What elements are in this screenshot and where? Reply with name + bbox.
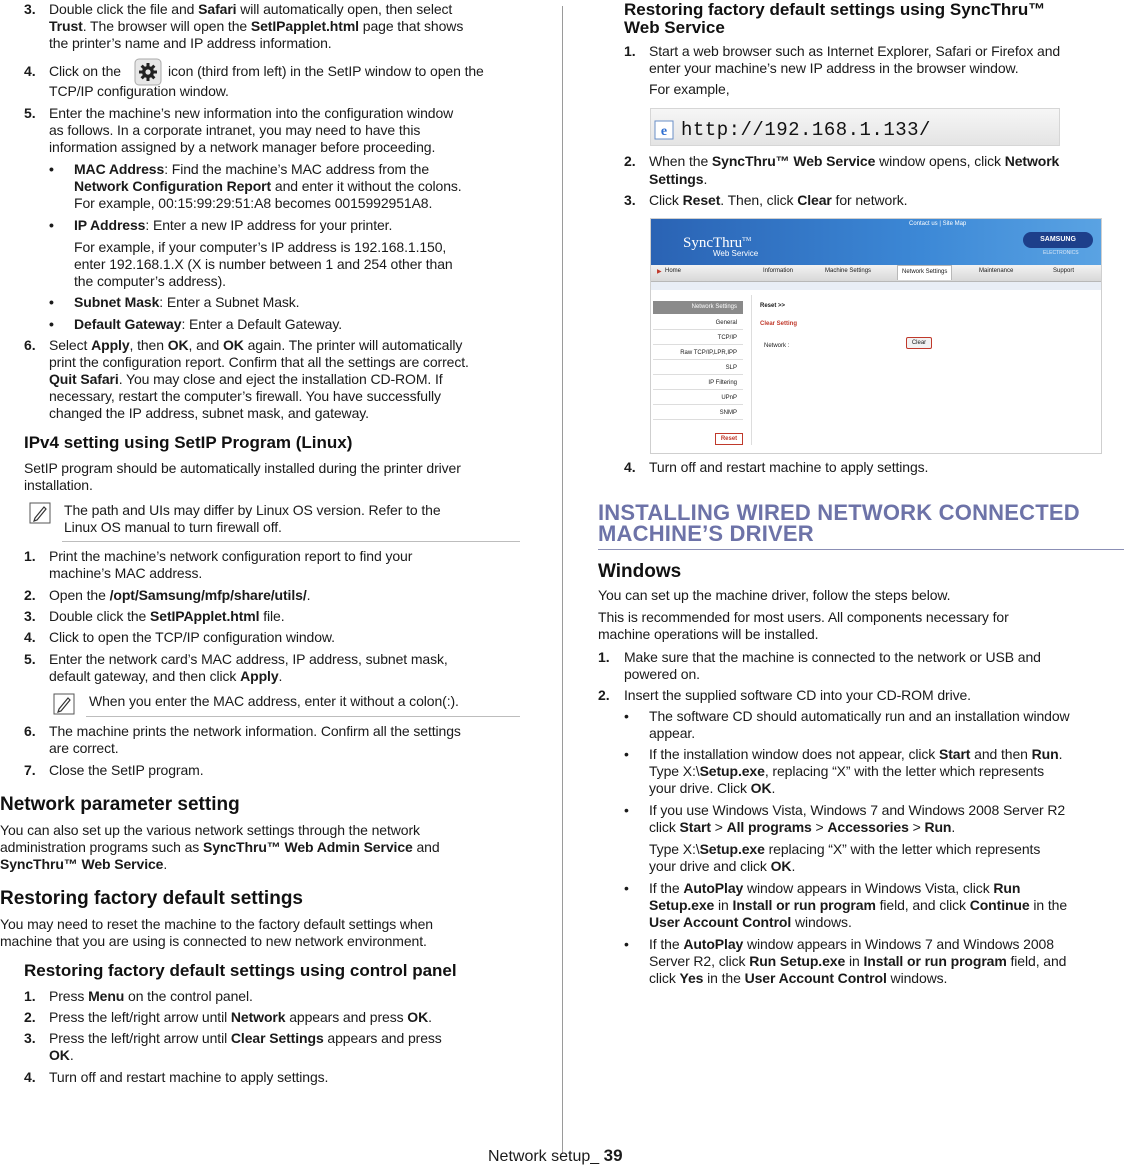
text-line: Network Configuration Report and enter it without the colons. <box>74 178 462 194</box>
text-line: Click Reset. Then, click Clear for network. <box>649 192 908 208</box>
step-number: 1. <box>624 43 636 59</box>
text-line: Default Gateway: Enter a Default Gateway. <box>74 316 342 332</box>
text-line: enter your machine’s new IP address in the browser window. <box>649 60 1019 76</box>
step-number: 2. <box>598 687 610 703</box>
text-line: Trust. The browser will open the SetIPapplet.html page that shows <box>49 18 464 34</box>
sidebar-item-ip-filtering[interactable]: IP Filtering <box>653 377 743 390</box>
text-line: Insert the supplied software CD into your CD-ROM drive. <box>624 687 971 703</box>
bullet: • <box>624 746 629 762</box>
text-line: enter 192.168.1.X (X is number between 1 and 254 other than <box>74 256 453 272</box>
step-number: 2. <box>24 587 36 603</box>
samsung-logo: SAMSUNG <box>1023 232 1093 248</box>
breadcrumb: Reset >> <box>760 303 786 309</box>
bullet: • <box>49 217 54 233</box>
text-line: User Account Control windows. <box>649 914 852 930</box>
sidebar-item-slp[interactable]: SLP <box>653 362 743 375</box>
text-line: icon (third from left) in the SetIP window to open the <box>168 63 484 79</box>
page-footer <box>488 1146 623 1166</box>
step-number: 1. <box>598 649 610 665</box>
text-line: The software CD should automatically run and an installation window <box>649 708 1070 724</box>
text-line: Subnet Mask: Enter a Subnet Mask. <box>74 294 300 310</box>
step-number: 6. <box>24 723 36 739</box>
text-line: machine operations will be installed. <box>598 626 819 642</box>
text-line: Setup.exe in Install or run program field, and click Continue in the <box>649 897 1068 913</box>
text-line: SetIP program should be automatically installed during the printer driver <box>24 460 461 476</box>
step-number: 7. <box>24 762 36 778</box>
step-number: 1. <box>24 548 36 564</box>
text-line: Quit Safari. You may close and eject the installation CD-ROM. If <box>49 371 443 387</box>
nav-arrow-icon: ▶ <box>657 269 662 275</box>
subsection-heading: Web Service <box>624 18 725 37</box>
syncthru-logo: SyncThru™ <box>683 235 752 251</box>
text-line: default gateway, and then click Apply. <box>49 668 283 684</box>
text-line: Press the left/right arrow until Clear Settings appears and press <box>49 1030 442 1046</box>
text-line: powered on. <box>624 666 700 682</box>
sidebar-item-upnp[interactable]: UPnP <box>653 392 743 405</box>
text-line: Select Apply, then OK, and OK again. The printer will automatically <box>49 337 463 353</box>
text-line: Type X:\Setup.exe replacing “X” with the letter which represents <box>649 841 1041 857</box>
step-number: 4. <box>24 629 36 645</box>
text-line: Click on the <box>49 63 121 79</box>
bullet: • <box>49 161 54 177</box>
text-line: When the SyncThru™ Web Service window opens, click Network <box>649 153 1060 169</box>
text-line: OK. <box>49 1047 74 1063</box>
text-line: Type X:\Setup.exe, replacing “X” with the letter which represents <box>649 763 1045 779</box>
text-line: Click to open the TCP/IP configuration window. <box>49 629 335 645</box>
step-number: 4. <box>24 63 36 79</box>
samsung-logo-sub: ELECTRONICS <box>1043 250 1079 256</box>
chapter-heading: INSTALLING WIRED NETWORK CONNECTED <box>598 500 1080 525</box>
network-label: Network : <box>764 343 790 349</box>
text-line: administration programs such as SyncThru™ Web Admin Service and <box>0 839 440 855</box>
subsection-heading: Restoring factory default settings using SyncThru™ <box>624 0 1046 19</box>
text-line: as follows. In a corporate intranet, you may need to have this <box>49 122 421 138</box>
text-line: If you use Windows Vista, Windows 7 and Windows 2008 Server R2 <box>649 802 1066 818</box>
column-divider <box>562 6 563 1154</box>
text-line: print the configuration report. Confirm that all the settings are correct. <box>49 354 469 370</box>
text-line: For example, if your computer’s IP address is 192.168.1.150, <box>74 239 447 255</box>
note-pencil-icon <box>53 693 75 715</box>
bullet: • <box>49 316 54 332</box>
note-text: Linux OS manual to turn firewall off. <box>64 519 282 535</box>
text-line: The machine prints the network information. Confirm all the settings <box>49 723 461 739</box>
text-line: your drive. Click OK. <box>649 780 776 796</box>
text-line: Double click the file and Safari will automatically open, then select <box>49 1 453 17</box>
step-number: 3. <box>24 1 36 17</box>
text-line: necessary, restart the computer’s firewall. You have successfully <box>49 388 441 404</box>
ie-page-icon <box>654 120 674 140</box>
text-line: You can also set up the various network settings through the network <box>0 822 420 838</box>
text-line: Close the SetIP program. <box>49 762 204 778</box>
sidebar-item-tcpip[interactable]: TCP/IP <box>653 332 743 345</box>
text-line: If the installation window does not appear, click Start and then Run. <box>649 746 1063 762</box>
syncthru-main <box>751 295 1092 445</box>
text-line: the printer’s name and IP address information. <box>49 35 332 51</box>
svg-text:e: e <box>660 124 668 139</box>
note-rule <box>86 716 520 717</box>
section-heading: Network parameter setting <box>0 794 240 815</box>
step-number: 6. <box>24 337 36 353</box>
text-line: machine that you are using is connected to new network environment. <box>0 933 427 949</box>
text-line: MAC Address: Find the machine’s MAC address from the <box>74 161 430 177</box>
text-line: If the AutoPlay window appears in Windows Vista, click Run <box>649 880 1021 896</box>
sidebar-reset-button[interactable]: Reset <box>715 433 743 445</box>
text-line: If the AutoPlay window appears in Windows 7 and Windows 2008 <box>649 936 1054 952</box>
text-line: SyncThru™ Web Service. <box>0 856 168 872</box>
text-line: machine’s MAC address. <box>49 565 203 581</box>
text-line: Enter the machine’s new information into the configuration window <box>49 105 454 121</box>
text-line: changed the IP address, subnet mask, and gateway. <box>49 405 369 421</box>
text-line: Start a web browser such as Internet Explorer, Safari or Firefox and <box>649 43 1061 59</box>
clear-button[interactable]: Clear <box>906 337 932 349</box>
syncthru-header <box>651 219 1101 265</box>
note-rule <box>62 541 520 542</box>
text-line: Press the left/right arrow until Network appears and press OK. <box>49 1009 432 1025</box>
nav-tab-maintenance[interactable]: Maintenance <box>979 268 1014 274</box>
chapter-heading: MACHINE’S DRIVER <box>598 521 814 546</box>
syncthru-sidebar <box>653 301 743 451</box>
text-line: You can set up the machine driver, follow the steps below. <box>598 587 951 603</box>
text-line: Turn off and restart machine to apply settings. <box>649 459 929 475</box>
bullet: • <box>624 936 629 952</box>
step-number: 3. <box>24 608 36 624</box>
text-line: the computer’s address). <box>74 273 226 289</box>
subsection-heading: Restoring factory default settings using control panel <box>24 961 457 980</box>
note-text: The path and UIs may differ by Linux OS version. Refer to the <box>64 502 441 518</box>
nav-spacer <box>651 282 1101 290</box>
page-number: 39 <box>603 1146 623 1165</box>
browser-address-bar <box>650 108 1060 146</box>
text-line: Press Menu on the control panel. <box>49 988 253 1004</box>
step-number: 2. <box>624 153 636 169</box>
text-line: For example, 00:15:99:29:51:A8 becomes 0015992951A8. <box>74 195 433 211</box>
bullet: • <box>624 880 629 896</box>
sidebar-item-general[interactable]: General <box>653 317 743 330</box>
text-line: Double click the SetIPApplet.html file. <box>49 608 285 624</box>
step-number: 3. <box>24 1030 36 1046</box>
text-line: Settings. <box>649 171 708 187</box>
text-line: TCP/IP configuration window. <box>49 83 229 99</box>
sidebar-item-snmp[interactable]: SNMP <box>653 407 743 420</box>
step-number: 4. <box>624 459 636 475</box>
text-line: For example, <box>649 81 730 97</box>
text-line: Make sure that the machine is connected to the network or USB and <box>624 649 1041 665</box>
step-number: 2. <box>24 1009 36 1025</box>
nav-tab-machine-settings[interactable]: Machine Settings <box>825 268 872 274</box>
text-line: IP Address: Enter a new IP address for your printer. <box>74 217 393 233</box>
text-line: Turn off and restart machine to apply settings. <box>49 1069 329 1085</box>
bullet: • <box>624 708 629 724</box>
nav-tab-home[interactable]: Home <box>665 268 682 274</box>
text-line: click Start > All programs > Accessories > Run. <box>649 819 956 835</box>
bullet: • <box>624 802 629 818</box>
note-pencil-icon <box>29 502 51 524</box>
note-text: When you enter the MAC address, enter it without a colon(:). <box>89 693 459 709</box>
syncthru-nav <box>651 265 1101 282</box>
address-text: http://192.168.1.133/ <box>681 119 931 141</box>
nav-tab-information[interactable]: Information <box>763 268 794 274</box>
text-line: This is recommended for most users. All components necessary for <box>598 609 1009 625</box>
section-heading: Restoring factory default settings <box>0 888 303 909</box>
text-line: Print the machine’s network configuration report to find your <box>49 548 413 564</box>
bullet: • <box>49 294 54 310</box>
sidebar-title: Network Settings <box>653 301 743 314</box>
text-line: Enter the network card’s MAC address, IP address, subnet mask, <box>49 651 448 667</box>
step-number: 5. <box>24 105 36 121</box>
text-line: your drive and click OK. <box>649 858 796 874</box>
step-number: 1. <box>24 988 36 1004</box>
text-line: appear. <box>649 725 696 741</box>
top-links: Contact us | Site Map <box>909 221 967 227</box>
section-heading: Windows <box>598 561 682 582</box>
text-line: click Yes in the User Account Control windows. <box>649 970 948 986</box>
text-line: information assigned by a network manager before proceeding. <box>49 139 436 155</box>
footer-label: Network setup_ <box>488 1148 604 1165</box>
syncthru-logo-sub: Web Service <box>713 249 759 258</box>
step-number: 3. <box>624 192 636 208</box>
step-number: 5. <box>24 651 36 667</box>
text-line: installation. <box>24 477 93 493</box>
text-line: You may need to reset the machine to the factory default settings when <box>0 916 433 932</box>
nav-tab-network-settings[interactable]: Network Settings <box>897 265 952 280</box>
nav-tab-support[interactable]: Support <box>1053 268 1075 274</box>
text-line: Open the /opt/Samsung/mfp/share/utils/. <box>49 587 311 603</box>
text-line: Server R2, click Run Setup.exe in Install or run program field, and <box>649 953 1067 969</box>
section-heading: IPv4 setting using SetIP Program (Linux) <box>24 433 353 452</box>
sidebar-item-raw-tcpip[interactable]: Raw TCP/IP,LPR,IPP <box>653 347 743 360</box>
text-line: are correct. <box>49 740 119 756</box>
syncthru-screenshot <box>650 218 1102 454</box>
step-number: 4. <box>24 1069 36 1085</box>
heading-rule <box>598 549 1124 550</box>
clear-setting-title: Clear Setting <box>760 321 798 327</box>
